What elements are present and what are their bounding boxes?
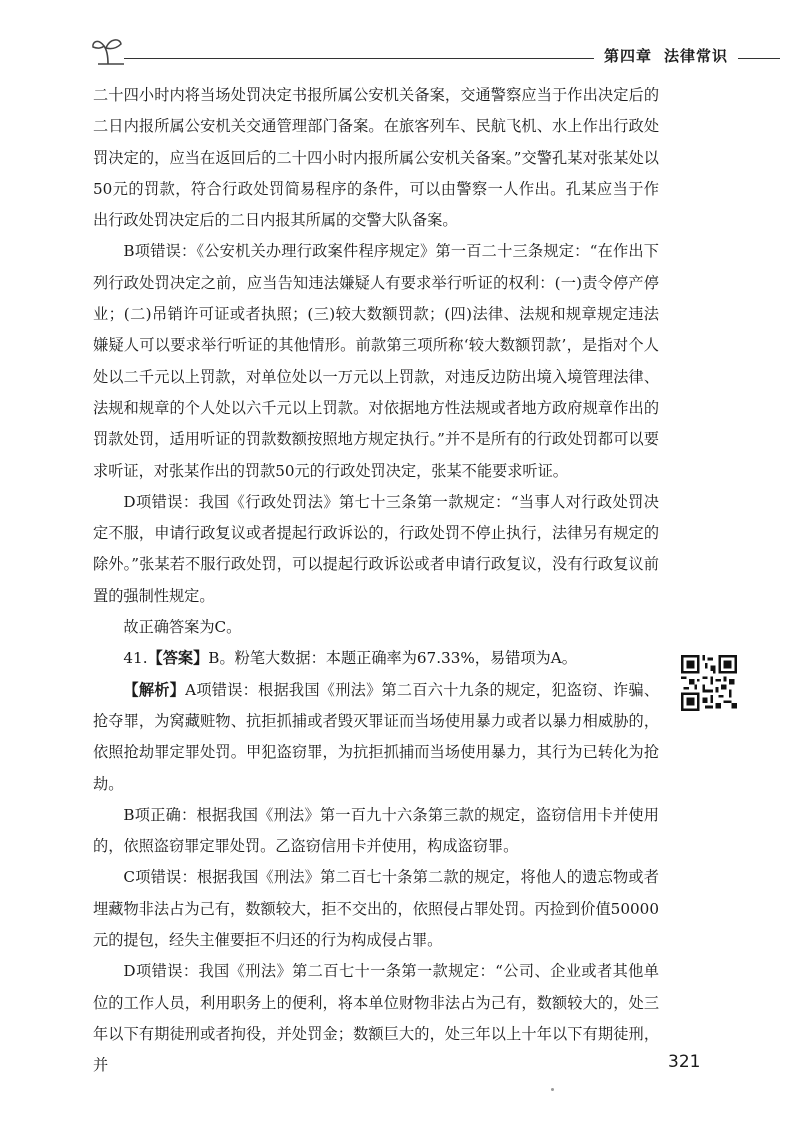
paragraph-41-option-b: B项正确：根据我国《刑法》第一百九十六条第三款的规定，盗窃信用卡并使用的，依照盗窃罪定罪处罚。乙盗窃信用卡并使用，构成盗窃罪。	[93, 805, 659, 856]
chapter-heading	[594, 45, 738, 66]
answer-text: B。粉笔大数据：本题正确率为67.33%，易错项为A。	[208, 649, 577, 668]
question-number: 41.	[123, 649, 148, 668]
chapter-number: 第四章	[604, 47, 653, 65]
page-body	[93, 80, 659, 1082]
chapter-title: 法律常识	[664, 47, 729, 65]
paragraph-option-b: B项错误：《公安机关办理行政案件程序规定》第一百二十三条规定：“在作出下列行政处罚决定之前，应当告知违法嫌疑人有要求举行听证的权利：(一)责令停产停业；(二)吊销许可证或者执照；(三)较大数额罚款；(四)法律、法规和规章规定违法嫌疑人可以要求举行听证的其他情形。前款第三项所称‘较大数额罚款’，是指对个人处以二千元以上罚款，对单位处以一万元以上罚款，对违反边防出境入境管理法律、法规和规章的个人处以六千元以上罚款。对依据地方性法规或者地方政府规章作出的罚款处罚，适用听证的罚款数额按照地方规定执行。”并不是所有的行政处罚都可以要求听证，对张某作出的罚款50元的行政处罚决定，张某不能要求听证。	[93, 242, 659, 480]
paragraph-41-option-c: C项错误：根据我国《刑法》第二百七十条第二款的规定，将他人的遗忘物或者埋藏物非法占为己有，数额较大，拒不交出的，依照侵占罪处罚。丙捡到价值50000元的提包，经失主催要拒不归还的行为构成侵占罪。	[93, 868, 659, 950]
analysis-text: A项错误：根据我国《刑法》第二百六十九条的规定，犯盗窃、诈骗、抢夺罪，为窝藏赃物、抗拒抓捕或者毁灭罪证而当场使用暴力或者以暴力相威胁的，依照抢劫罪定罪处罚。甲犯盗窃罪，为抗拒抓捕而当场使用暴力，其行为已转化为抢劫。	[93, 680, 660, 793]
page-number: 321	[668, 1052, 701, 1072]
paragraph-option-d: D项错误：我国《行政处罚法》第七十三条第一款规定：“当事人对行政处罚决定不服，申请行政复议或者提起行政诉讼的，行政处罚不停止执行，法律另有规定的除外。”张某若不服行政处罚，可以提起行政诉讼或者申请行政复议，没有行政复议前置的强制性规定。	[93, 492, 659, 605]
question-41-analysis	[93, 675, 659, 800]
question-41-answer	[93, 643, 659, 674]
paragraph-conclusion: 故正确答案为C。	[123, 618, 242, 637]
scan-speck	[551, 1088, 554, 1091]
sprout-icon	[90, 34, 130, 68]
page-header	[90, 34, 780, 74]
qr-code-icon[interactable]	[681, 655, 737, 711]
paragraph-41-option-d: D项错误：我国《刑法》第二百七十一条第一款规定：“公司、企业或者其他单位的工作人员，利用职务上的便利，将本单位财物非法占为己有，数额较大的，处三年以下有期徒刑或者拘役，并处罚金；数额巨大的，处三年以上十年以下有期徒刑，并	[93, 962, 659, 1075]
analysis-tag: 【解析】	[123, 680, 186, 699]
paragraph-continued: 二十四小时内将当场处罚决定书报所属公安机关备案，交通警察应当于作出决定后的二日内报所属公安机关交通管理部门备案。在旅客列车、民航飞机、水上作出行政处罚决定的，应当在返回后的二十四小时内报所属公安机关备案。”交警孔某对张某处以50元的罚款，符合行政处罚简易程序的条件，可以由警察一人作出。孔某应当于作出行政处罚决定后的二日内报其所属的交警大队备案。	[93, 86, 659, 230]
answer-tag: 【答案】	[147, 649, 209, 668]
